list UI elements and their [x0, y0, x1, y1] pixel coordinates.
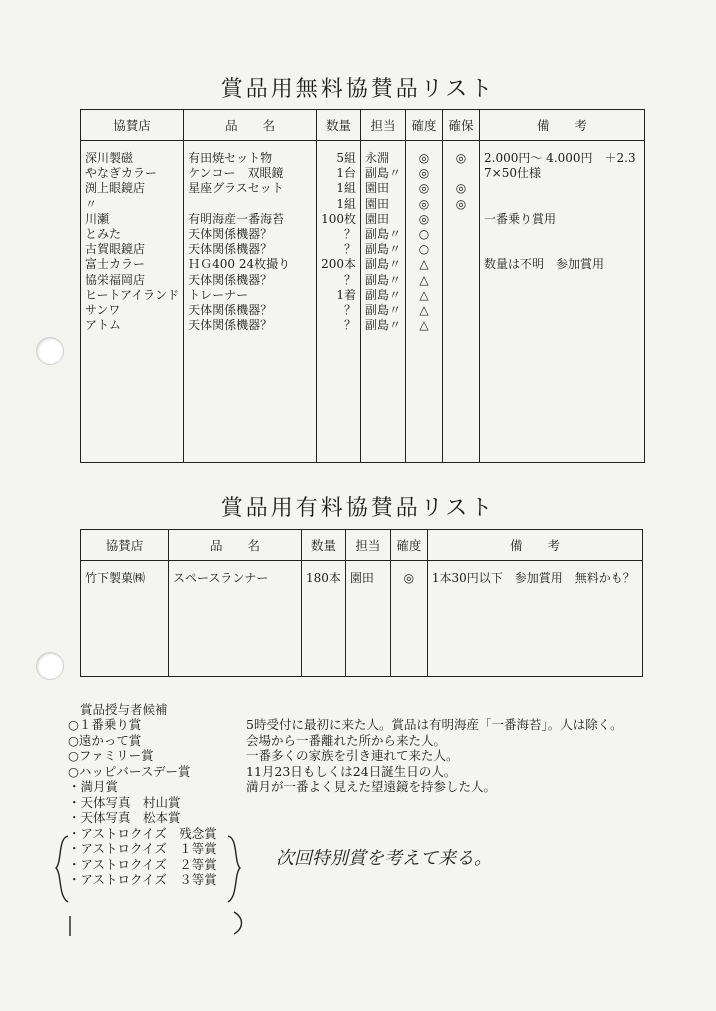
handwritten-bracket-right: [224, 834, 246, 904]
punch-hole: [36, 652, 64, 680]
table-row: [81, 257, 645, 272]
award-candidate-item: ・満月賞: [68, 779, 119, 794]
table-row: [81, 242, 645, 257]
table-cell: ？: [317, 303, 361, 318]
table-cell: ◎: [443, 141, 480, 167]
table-cell: [390, 586, 427, 676]
handwritten-bracket-left: [52, 834, 74, 904]
table-cell: ○: [406, 227, 443, 242]
table-cell: [443, 273, 480, 288]
award-candidate-list: [68, 717, 217, 888]
award-candidate-item: ○遠かって賞: [68, 732, 142, 748]
table-cell: 5組: [317, 141, 361, 167]
table-cell: ◎: [406, 181, 443, 196]
table-cell: [184, 197, 317, 212]
table-cell: 協栄福岡店: [81, 273, 184, 288]
table-cell: 深川製磁: [81, 141, 184, 167]
table-cell: [427, 586, 642, 676]
table-row: [81, 181, 645, 196]
table-cell: ？: [317, 227, 361, 242]
table-row: [81, 212, 645, 227]
table-cell: [169, 586, 302, 676]
table-cell: [443, 257, 480, 272]
award-candidate-item: ・天体写真 村山賞: [68, 794, 181, 810]
table-cell: [480, 303, 645, 318]
table-row: [81, 561, 643, 587]
table-row: [81, 227, 645, 242]
table-cell: [443, 333, 480, 462]
table-cell: [302, 586, 346, 676]
free-list-title: 賞品用無料協賛品リスト: [220, 77, 496, 102]
table-cell: ？: [317, 242, 361, 257]
table-cell: 園田: [345, 561, 390, 587]
column-header: 確度: [406, 110, 443, 141]
table-filler-row: [81, 586, 643, 676]
table-cell: やなぎカラー: [81, 166, 184, 181]
table-cell: ケンコー 双眼鏡: [184, 166, 317, 181]
table-cell: ◎: [443, 197, 480, 212]
table-cell: とみた: [81, 227, 184, 242]
table-row: [81, 303, 645, 318]
table-cell: △: [406, 288, 443, 303]
table-cell: スペースランナー: [169, 561, 302, 587]
table-row: [81, 318, 645, 333]
table-cell: 一番乗り賞用: [480, 212, 645, 227]
table-cell: 有田焼セット物: [184, 141, 317, 167]
column-header: 確度: [390, 530, 427, 561]
table-cell: 有明海産一番海苔: [184, 212, 317, 227]
handwritten-mark: [230, 910, 250, 936]
table-cell: 200本: [317, 257, 361, 272]
table-cell: [480, 318, 645, 333]
table-cell: [480, 197, 645, 212]
table-cell: アトム: [81, 318, 184, 333]
table-cell: 園田: [361, 181, 406, 196]
table-cell: ヒートアイランド: [81, 288, 184, 303]
table-cell: [480, 288, 645, 303]
award-candidate-item: ・天体写真 松本賞: [68, 810, 181, 825]
table-cell: 天体関係機器？: [184, 318, 317, 333]
table-cell: トレーナー: [184, 288, 317, 303]
handwritten-note: 次回特別賞を考えて来る。: [276, 848, 492, 869]
table-cell: ◎: [406, 212, 443, 227]
table-cell: [443, 166, 480, 181]
table-cell: 副島〃: [361, 303, 406, 318]
table-cell: ？: [317, 273, 361, 288]
table-cell: 副島〃: [361, 273, 406, 288]
table-cell: [443, 303, 480, 318]
punch-hole: [36, 337, 64, 365]
award-description-item: 11月23日もしくは24日誕生日の人。: [246, 763, 457, 779]
table-cell: 100枚: [317, 212, 361, 227]
column-header: 品 名: [169, 530, 302, 561]
table-cell: ◎: [406, 166, 443, 181]
column-header: 担当: [345, 530, 390, 561]
column-header: 数量: [302, 530, 346, 561]
award-description-list: [246, 717, 622, 795]
award-candidate-item: ○ファミリー賞: [68, 748, 154, 763]
table-cell: [480, 333, 645, 462]
table-cell: 川瀬: [81, 212, 184, 227]
award-candidate-item: ・アストロクイズ 残念賞: [68, 825, 217, 841]
table-cell: [480, 227, 645, 242]
award-candidate-item: ・アストロクイズ ３等賞: [68, 872, 217, 887]
table-cell: 数量は不明 参加賞用: [480, 257, 645, 272]
table-row: [81, 288, 645, 303]
award-candidates-heading: 賞品授与者候補: [80, 702, 168, 717]
table-cell: [443, 227, 480, 242]
table-cell: [406, 333, 443, 462]
column-header: 備 考: [480, 110, 645, 141]
table-cell: [443, 288, 480, 303]
award-candidate-item: ・アストロクイズ １等賞: [68, 841, 217, 856]
table-cell: 180本: [302, 561, 346, 587]
table-cell: 1組: [317, 181, 361, 196]
table-cell: 園田: [361, 212, 406, 227]
table-cell: サンワ: [81, 303, 184, 318]
table-cell: 副島〃: [361, 166, 406, 181]
award-description-item: 一番多くの家族を引き連れて来た人。: [246, 748, 459, 763]
table-cell: 天体関係機器？: [184, 242, 317, 257]
table-cell: 渕上眼鏡店: [81, 181, 184, 196]
table-cell: [443, 242, 480, 257]
table-cell: 園田: [361, 197, 406, 212]
table-row: [81, 166, 645, 181]
table-cell: ？: [317, 318, 361, 333]
column-header: 担当: [361, 110, 406, 141]
award-candidate-item: ○１番乗り賞: [68, 717, 142, 732]
table-filler-row: [81, 333, 645, 462]
table-cell: 7×50仕様: [480, 166, 645, 181]
table-cell: 2.000円～ 4.000円 ＋2.3: [480, 141, 645, 167]
table-cell: ◎: [443, 181, 480, 196]
award-candidate-item: ○ハッピバースデー賞: [68, 763, 191, 779]
column-header: 備 考: [427, 530, 642, 561]
table-cell: 〃: [81, 197, 184, 212]
table-cell: 1台: [317, 166, 361, 181]
table-cell: [361, 333, 406, 462]
paid-list-title: 賞品用有料協賛品リスト: [220, 496, 496, 521]
table-cell: ＨＧ400 24枚撮り: [184, 257, 317, 272]
table-cell: [184, 333, 317, 462]
award-description-item: 満月が一番よく見えた望遠鏡を持参した人。: [246, 779, 497, 794]
handwritten-mark: [66, 914, 74, 938]
table-cell: [443, 212, 480, 227]
table-cell: [480, 273, 645, 288]
table-cell: [345, 586, 390, 676]
table-header-row: [81, 530, 643, 561]
column-header: 品 名: [184, 110, 317, 141]
table-cell: 副島〃: [361, 242, 406, 257]
award-candidate-item: ・アストロクイズ ２等賞: [68, 856, 217, 872]
table-cell: 天体関係機器？: [184, 303, 317, 318]
table-row: [81, 141, 645, 167]
table-cell: 副島〃: [361, 288, 406, 303]
table-cell: 副島〃: [361, 318, 406, 333]
table-cell: 1着: [317, 288, 361, 303]
table-cell: △: [406, 318, 443, 333]
table-row: [81, 273, 645, 288]
table-cell: [317, 333, 361, 462]
column-header: 協賛店: [81, 530, 169, 561]
column-header: 数量: [317, 110, 361, 141]
table-cell: ○: [406, 242, 443, 257]
table-cell: 副島〃: [361, 227, 406, 242]
table-cell: 天体関係機器？: [184, 227, 317, 242]
table-cell: △: [406, 273, 443, 288]
column-header: 確保: [443, 110, 480, 141]
table-header-row: [81, 110, 645, 141]
table-cell: 富士カラー: [81, 257, 184, 272]
table-cell: [480, 181, 645, 196]
free-sponsor-table: [80, 109, 645, 463]
table-cell: ◎: [406, 141, 443, 167]
table-cell: 1組: [317, 197, 361, 212]
table-cell: 副島〃: [361, 257, 406, 272]
table-cell: [81, 586, 169, 676]
table-row: [81, 197, 645, 212]
table-cell: 1本30円以下 参加賞用 無料かも？: [427, 561, 642, 587]
table-cell: 古賀眼鏡店: [81, 242, 184, 257]
table-cell: [443, 318, 480, 333]
table-cell: △: [406, 257, 443, 272]
award-description-item: 会場から一番離れた所から来た人。: [246, 732, 447, 748]
table-cell: [480, 242, 645, 257]
table-cell: [81, 333, 184, 462]
table-cell: 竹下製菓㈱: [81, 561, 169, 587]
paid-sponsor-table: [80, 529, 643, 677]
table-cell: ◎: [390, 561, 427, 587]
table-cell: 天体関係機器？: [184, 273, 317, 288]
table-cell: 星座グラスセット: [184, 181, 317, 196]
column-header: 協賛店: [81, 110, 184, 141]
table-cell: ◎: [406, 197, 443, 212]
table-cell: 永淵: [361, 141, 406, 167]
table-cell: △: [406, 303, 443, 318]
award-description-item: 5時受付に最初に来た人。賞品は有明海産「一番海苔」。人は除く。: [246, 717, 623, 732]
